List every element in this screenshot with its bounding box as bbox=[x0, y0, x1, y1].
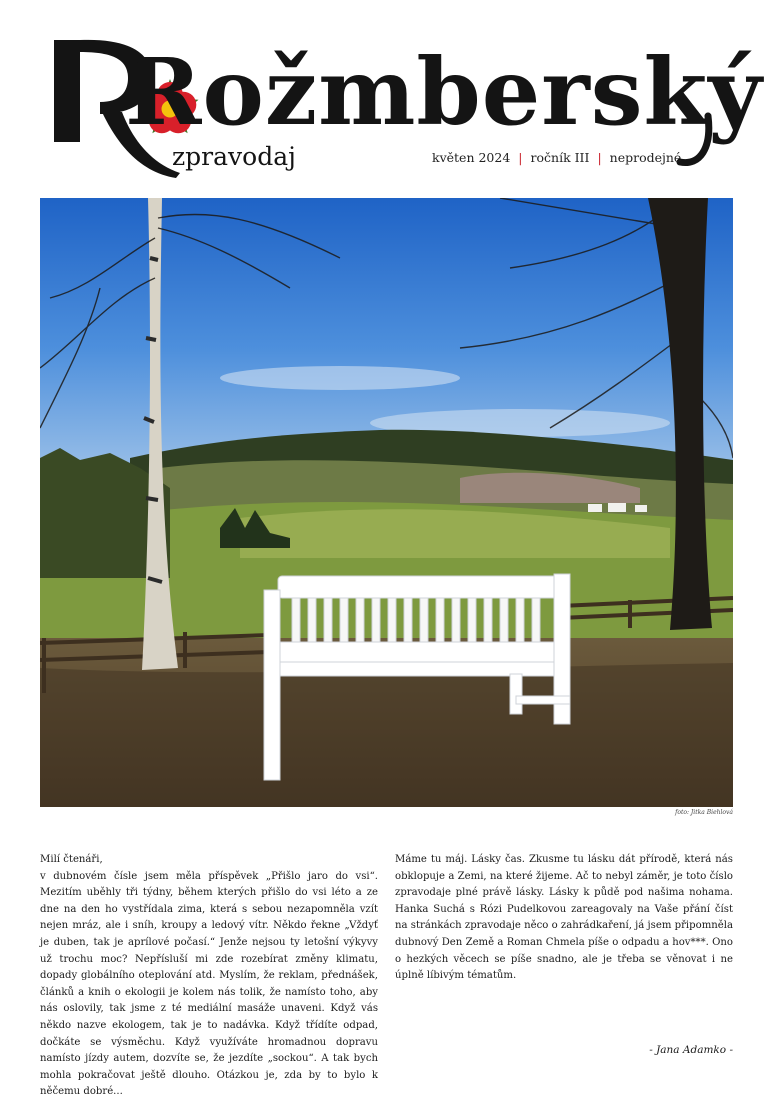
cloud bbox=[220, 366, 460, 390]
issue-month: květen 2024 bbox=[432, 150, 511, 165]
article-left-column bbox=[40, 852, 378, 1101]
author-signature: - Jana Adamko - bbox=[649, 1044, 733, 1056]
cover-photo bbox=[40, 198, 733, 807]
article-greeting: Milí čtenáři, bbox=[40, 854, 103, 865]
article-right-column bbox=[395, 852, 733, 985]
issue-price: neprodejné bbox=[609, 150, 682, 165]
separator: | bbox=[597, 150, 602, 165]
photo-credit: foto: Jitka Biehlová bbox=[675, 809, 733, 816]
masthead bbox=[40, 28, 763, 188]
masthead-title: Rožmberský bbox=[125, 38, 763, 146]
landscape-illustration bbox=[40, 198, 733, 807]
issue-volume: ročník III bbox=[530, 150, 590, 165]
article-paragraph: Máme tu máj. Lásky čas. Zkusme tu lásku dát přírodě, která nás obklopuje a Zemi, na které žijeme. Ač to nebyl záměr, je toto číslo zpravodaje plné právě lásky. Lásky k půdě pod našima nohama. Hanka Suchá s Rózi Pudelkovou zareagovaly na Vaše přání číst na stránkách zpravodaje něco o zahrádkaření, já jsem připomněla dubnový Den Země a Roman Chmela píše o odpadu a hov***. Ono o hezkých věcech se píše snadno, ale je třeba se věnovat i ne úplně líbivým tématům. bbox=[395, 854, 733, 982]
ground-shadow bbox=[40, 663, 733, 807]
masthead-subtitle: zpravodaj bbox=[172, 142, 296, 171]
article-paragraph: v dubnovém čísle jsem měla příspěvek „Přišlo jaro do vsi“. Mezitím uběhly tři týdny, během kterých přišlo do vsi léto a ze dne na den ho vystřídala zima, která s sebou nezapomněla vzít nejen mráz, ale i sníh, kroupy a ledový vítr. Někdo řekne „Vždyť je duben, tak je aprílové počasí.“ Jenže nejsou ty letošní výkyvy už trochu moc? Nepřísluší mi zde rozebírat změny klimatu, dopady globálního oteplování atd. Myslím, že reklam, přednášek, článků a knih o ekologii je kolem nás tolik, že namísto toho, aby nás oslovily, tak jsme z té mediální masáže unaveni. Když vás někdo nazve ekologem, tak je to nadávka. Když třídíte odpad, dočkáte se výsměchu. Když využíváte hromadnou dopravu namísto jízdy autem, dozvíte se, že jezdíte „sockou“. A tak bych mohla pokračovat ještě dlouho. Otázkou je, zda by to bylo k něčemu dobré... bbox=[40, 870, 378, 1098]
issue-info bbox=[432, 150, 681, 165]
separator: | bbox=[518, 150, 523, 165]
